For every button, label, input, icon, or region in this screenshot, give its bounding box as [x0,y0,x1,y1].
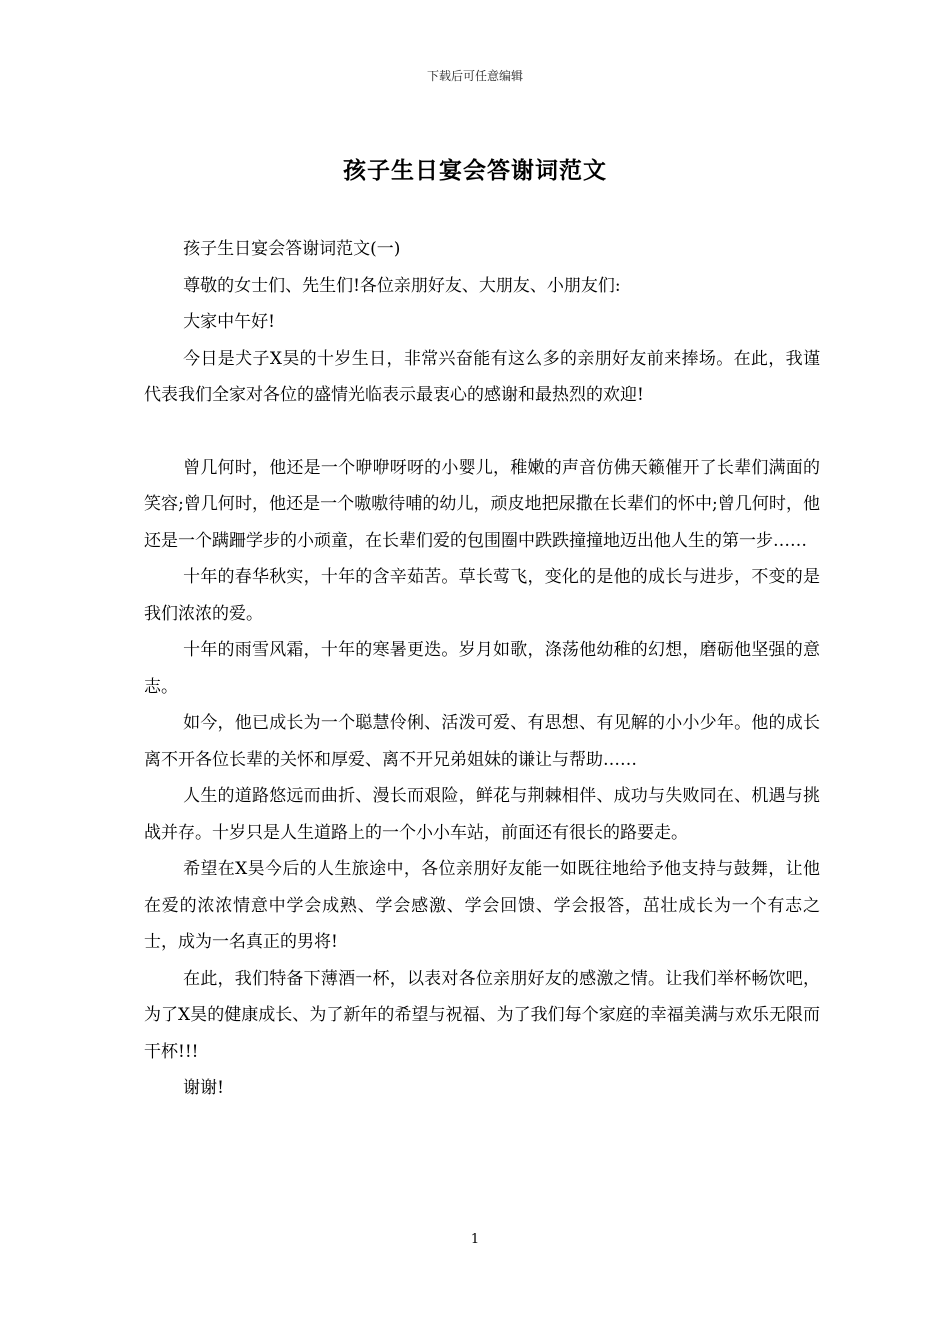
paragraph: 在此，我们特备下薄酒一杯，以表对各位亲朋好友的感激之情。让我们举杯畅饮吧，为了X昊的健康成长、为了新年的希望与祝福、为了我们每个家庭的幸福美满与欢乐无限而干杯!!! [144,968,820,1062]
paragraph: 十年的雨雪风霜，十年的寒暑更迭。岁月如歌，涤荡他幼稚的幻想，磨砺他坚强的意志。 [144,640,820,697]
paragraph: 曾几何时，他还是一个咿咿呀呀的小婴儿，稚嫩的声音仿佛天籁催开了长辈们满面的笑容;曾几何时，他还是一个嗷嗷待哺的幼儿，顽皮地把尿撒在长辈们的怀中;曾几何时，他还是一个蹒跚学步的小顽童，在长辈们爱的包围圈中跌跌撞撞地迈出他人生的第一步…… [144,457,820,551]
paragraph: 十年的春华秋实，十年的含辛茹苦。草长莺飞，变化的是他的成长与进步，不变的是我们浓浓的爱。 [144,567,820,624]
document-body [144,231,820,1107]
greeting: 大家中午好! [183,312,275,332]
paragraph: 如今，他已成长为一个聪慧伶俐、活泼可爱、有思想、有见解的小小少年。他的成长离不开各位长辈的关怀和厚爱、离不开兄弟姐妹的谦让与帮助…… [144,713,820,770]
salutation: 尊敬的女士们、先生们!各位亲朋好友、大朋友、小朋友们: [183,275,621,296]
closing: 谢谢! [183,1078,224,1098]
paragraph: 人生的道路悠远而曲折、漫长而艰险，鲜花与荆棘相伴、成功与失败同在、机遇与挑战并存。十岁只是人生道路上的一个小小车站，前面还有很长的路要走。 [144,786,820,843]
header-note: 下载后可任意编辑 [426,69,523,83]
page-title: 孩子生日宴会答谢词范文 [343,157,607,184]
paragraph: 今日是犬子X昊的十岁生日，非常兴奋能有这么多的亲朋好友前来捧场。在此，我谨代表我们全家对各位的盛情光临表示最衷心的感谢和最热烈的欢迎! [144,348,820,405]
paragraph: 希望在X昊今后的人生旅途中，各位亲朋好友能一如既往地给予他支持与鼓舞，让他在爱的浓浓情意中学会成熟、学会感激、学会回馈、学会报答，茁壮成长为一个有志之士，成为一名真正的男将! [144,859,820,952]
page-number: 1 [470,1232,480,1247]
section-heading: 孩子生日宴会答谢词范文(一) [183,239,401,259]
